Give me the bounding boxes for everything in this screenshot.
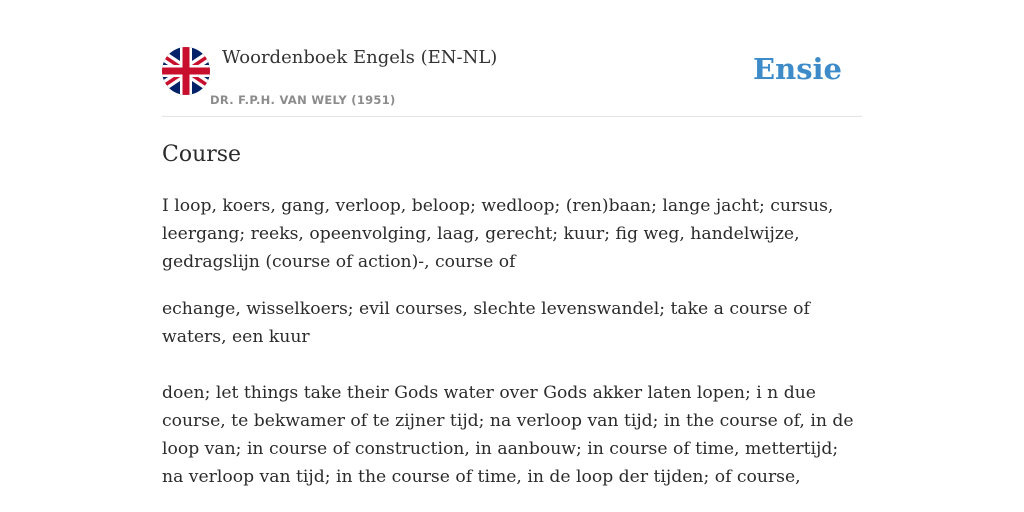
entry-title: Course <box>162 142 242 167</box>
dictionary-header <box>162 46 862 117</box>
uk-flag-icon <box>162 47 210 95</box>
definition-paragraph: I loop, koers, gang, verloop, beloop; wedloop; (ren)baan; lange jacht; cursus, leergang; reeks, opeenvolging, laag, gerecht; kuur; fig weg, handelwijze, gedragslijn (course of action)-, course of <box>162 196 834 272</box>
dictionary-title[interactable]: Woordenboek Engels (EN-NL) <box>222 47 498 68</box>
ensie-logo[interactable]: Ensie <box>753 52 842 86</box>
definition-paragraph: doen; let things take their Gods water over Gods akker laten lopen; i n due course, te bekwamer of te zijner tijd; na verloop van tijd; in the course of, in de loop van; in course of construction, in aanbouw; in course of time, mettertijd; na verloop van tijd; in the course of time, in de loop der tijden; of course, <box>162 383 854 487</box>
dictionary-author: DR. F.P.H. VAN WELY (1951) <box>210 93 396 107</box>
definition-paragraph: echange, wisselkoers; evil courses, slechte levenswandel; take a course of waters, een kuur <box>162 299 810 347</box>
